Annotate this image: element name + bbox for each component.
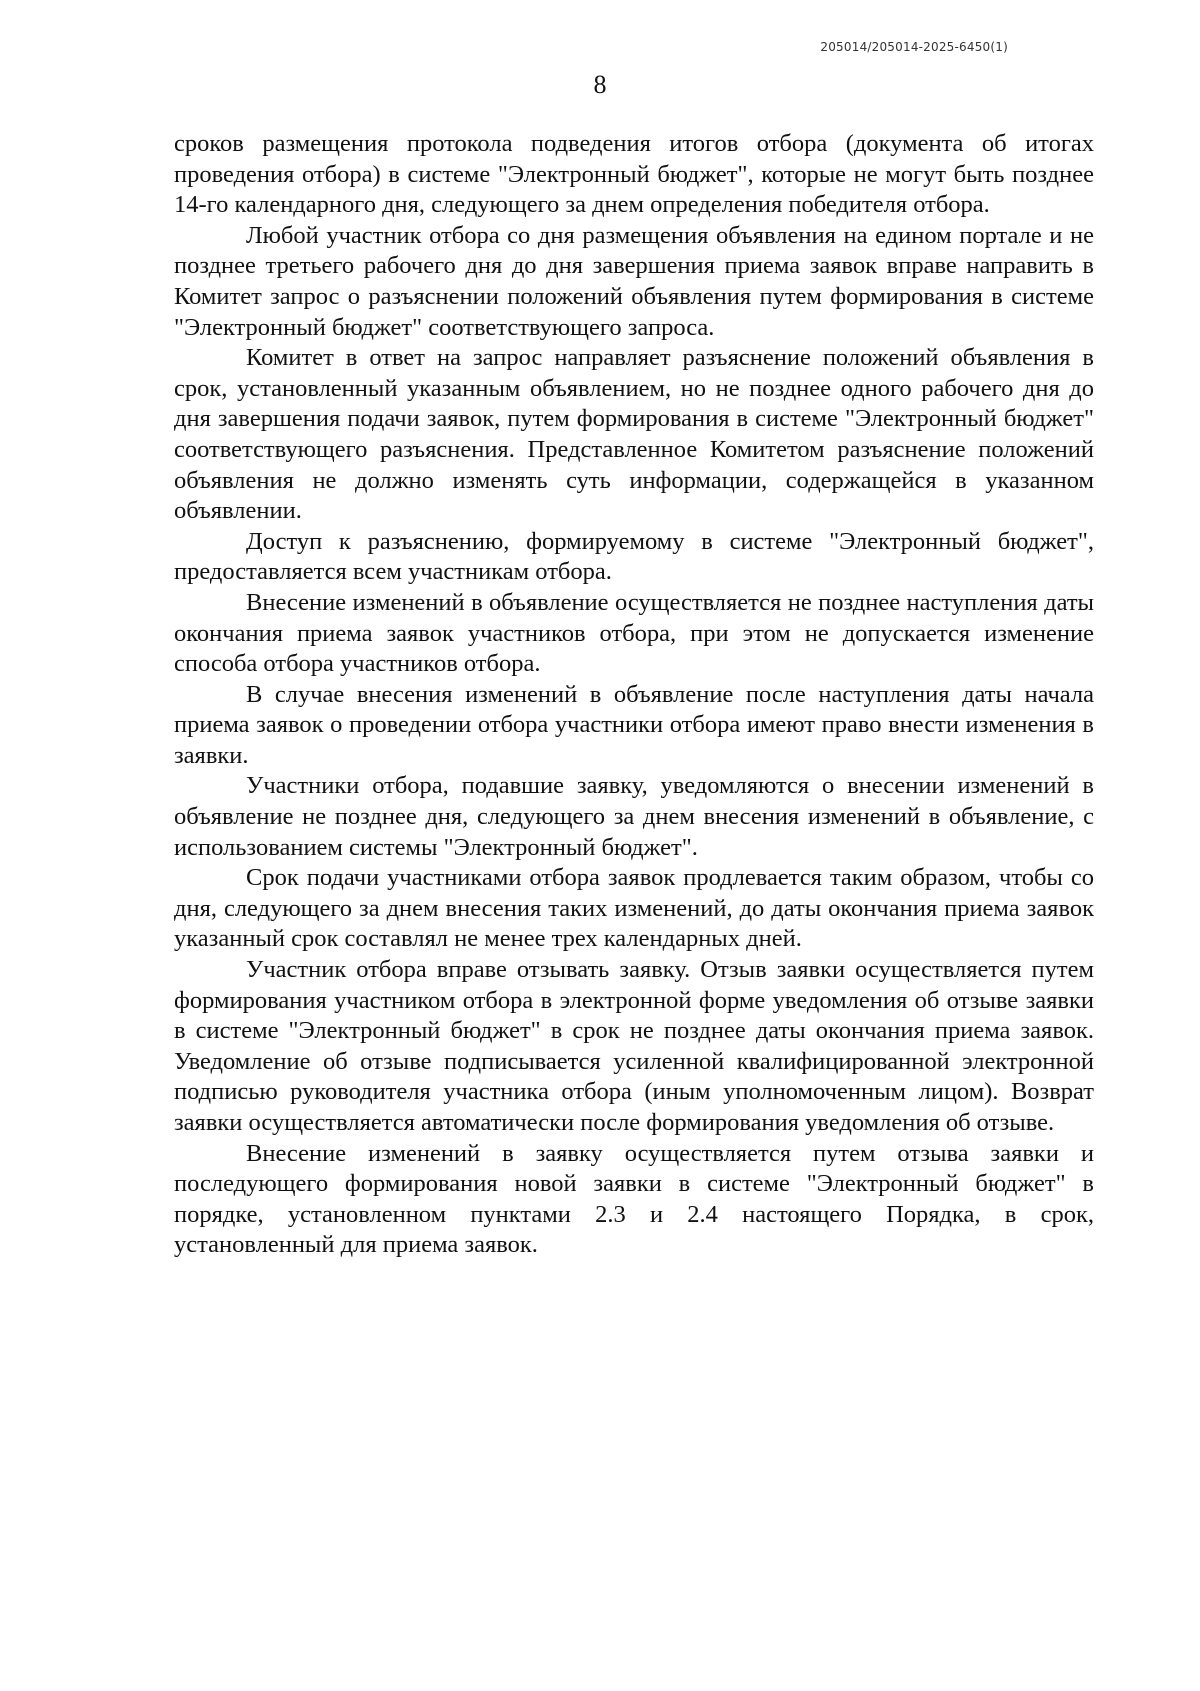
page-number: 8 bbox=[593, 70, 607, 99]
paragraph: Внесение изменений в объявление осуществляется не позднее наступления даты окончания приема заявок участников отбора, при этом не допускается изменение способа отбора участников отбора. bbox=[174, 588, 1094, 678]
paragraph: Участники отбора, подавшие заявку, уведомляются о внесении изменений в объявление не позднее дня, следующего за днем внесения изменений в объявление, с использованием системы "Электронный бюджет". bbox=[174, 772, 1094, 861]
paragraph: Внесение изменений в заявку осуществляется путем отзыва заявки и последующего формирования новой заявки в системе "Электронный бюджет" в порядке, установленном пунктами 2.3 и 2.4 настоящего Порядка, в срок, установленный для приема заявок. bbox=[174, 1139, 1094, 1259]
paragraph: Доступ к разъяснению, формируемому в системе "Электронный бюджет", предоставляется всем участникам отбора. bbox=[174, 527, 1094, 586]
document-id: 205014/205014-2025-6450(1) bbox=[820, 40, 1008, 54]
paragraph: Участник отбора вправе отзывать заявку. Отзыв заявки осуществляется путем формирования участником отбора в электронной форме уведомления об отзыве заявки в системе "Электронный бюджет" в срок не позднее даты окончания приема заявок. Уведомление об отзыве подписывается усиленной квалифицированной электронной подписью руководителя участника отбора (иным уполномоченным лицом). Возврат заявки осуществляется автоматически после формирования уведомления об отзыве. bbox=[174, 956, 1094, 1136]
paragraph: сроков размещения протокола подведения итогов отбора (документа об итогах проведения отбора) в системе "Электронный бюджет", которые не могут быть позднее 14-го календарного дня, следующего за днем определения победителя отбора. bbox=[174, 130, 1094, 219]
paragraph: В случае внесения изменений в объявление после наступления даты начала приема заявок о проведении отбора участники отбора имеют право внести изменения в заявки. bbox=[174, 680, 1094, 769]
body-text bbox=[174, 129, 1094, 1261]
paragraph: Комитет в ответ на запрос направляет разъяснение положений объявления в срок, установленный указанным объявлением, но не позднее одного рабочего дня до дня завершения подачи заявок, путем формирования в системе "Электронный бюджет" соответствующего разъяснения. Представленное Комитетом разъяснение положений объявления не должно изменять суть информации, содержащейся в указанном объявлении. bbox=[174, 344, 1094, 525]
paragraph: Срок подачи участниками отбора заявок продлевается таким образом, чтобы со дня, следующего за днем внесения таких изменений, до даты окончания приема заявок указанный срок составлял не менее трех календарных дней. bbox=[174, 864, 1094, 953]
paragraph: Любой участник отбора со дня размещения объявления на едином портале и не позднее третьего рабочего дня до дня завершения приема заявок вправе направить в Комитет запрос о разъяснении положений объявления путем формирования в системе "Электронный бюджет" соответствующего запроса. bbox=[174, 221, 1094, 341]
